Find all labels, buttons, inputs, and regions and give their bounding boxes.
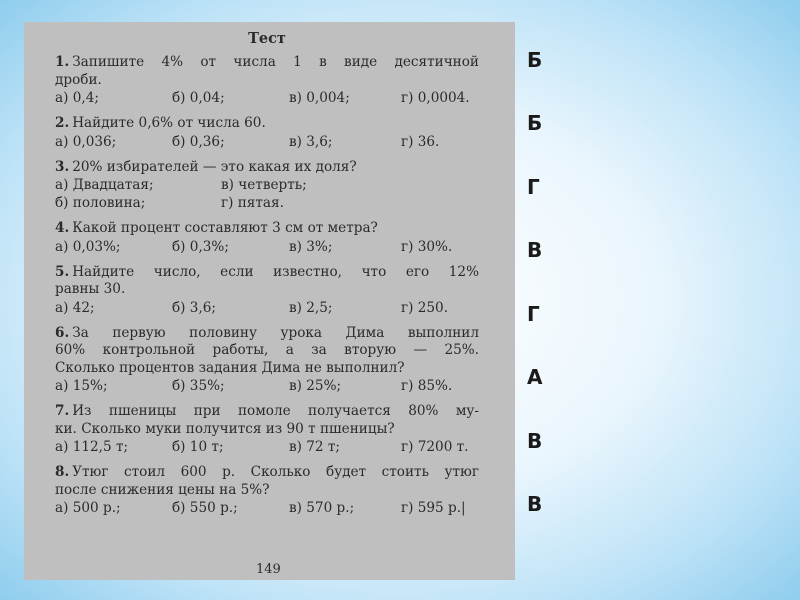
question-text-line: 6. За первую половину урока Дима выполнил	[55, 324, 479, 341]
question-5	[55, 264, 479, 317]
question-text-line: 5. Найдите число, если известно, что его 12%	[55, 263, 479, 280]
question-text-line: 3. 20% избирателей — это какая их доля?	[55, 158, 357, 175]
option-b: б) 0,3%;	[172, 238, 229, 255]
option-d: г) 0,0004.	[401, 90, 470, 106]
question-text-line: после снижения цены на 5%?	[55, 481, 270, 498]
question-text-line: 7. Из пшеницы при помоле получается 80% му-	[55, 403, 479, 419]
option-a: а) 42;	[55, 299, 95, 316]
question-8	[55, 464, 479, 517]
option-c: в) четверть;	[221, 177, 307, 193]
option-b: б) 0,36;	[172, 133, 225, 150]
option-b: б) 0,04;	[172, 90, 225, 106]
option-b: б) 35%;	[172, 378, 225, 394]
option-d: г) 250.	[401, 299, 449, 316]
question-number: 6.	[55, 324, 70, 341]
answer-8: В	[527, 492, 543, 516]
answer-options	[55, 238, 479, 256]
option-d: г) 85%.	[401, 378, 453, 394]
option-b: б) 10 т;	[172, 439, 224, 455]
question-text-line: 1. Запишите 4% от числа 1 в виде десятичной	[55, 54, 479, 70]
option-c: в) 0,004;	[289, 90, 350, 106]
option-d: г) 7200 т.	[401, 439, 469, 455]
option-d: г) 30%.	[401, 238, 453, 255]
option-a: а) 0,4;	[55, 90, 99, 106]
answer-5: Г	[527, 302, 540, 326]
question-number: 4.	[55, 220, 70, 236]
question-text-line: 8. Утюг стоил 600 р. Сколько будет стоить утюг	[55, 464, 479, 480]
option-a: а) 0,036;	[55, 133, 117, 150]
question-text-line: дроби.	[55, 71, 102, 88]
question-4	[55, 220, 479, 256]
question-number: 7.	[55, 403, 70, 419]
option-a: а) 500 р.;	[55, 500, 121, 516]
question-number: 1.	[55, 54, 70, 70]
option-a: а) 112,5 т;	[55, 439, 129, 455]
option-b: б) 3,6;	[172, 299, 217, 316]
question-text-line: 4. Какой процент составляют 3 см от метра?	[55, 220, 378, 236]
question-6	[55, 325, 479, 396]
option-a: а) 0,03%;	[55, 238, 121, 255]
question-text-line: 60% контрольной работы, а за вторую — 25%.	[55, 342, 479, 358]
question-number: 3.	[55, 158, 70, 175]
question-number: 2.	[55, 115, 70, 131]
answer-6: А	[527, 365, 543, 389]
answer-2: Б	[527, 111, 543, 135]
option-c: в) 3,6;	[289, 133, 333, 150]
answer-7: В	[527, 429, 543, 453]
option-b: б) 550 р.;	[172, 500, 238, 516]
question-text-line: ки. Сколько муки получится из 90 т пшеницы?	[55, 420, 395, 437]
question-text-line: Сколько процентов задания Дима не выполнил?	[55, 359, 405, 376]
option-c: в) 25%;	[289, 378, 342, 394]
option-a: а) Двадцатая;	[55, 177, 154, 193]
question-number: 5.	[55, 263, 70, 280]
answer-options	[55, 176, 479, 212]
answer-options	[55, 89, 479, 107]
question-1	[55, 54, 479, 107]
question-3	[55, 159, 479, 213]
answer-4: В	[527, 238, 543, 262]
answer-options	[55, 299, 479, 317]
answer-3: Г	[527, 175, 540, 199]
answer-options	[55, 499, 479, 517]
question-text-line: равны 30.	[55, 281, 126, 297]
option-a: а) 15%;	[55, 378, 108, 394]
option-d: г) пятая.	[221, 195, 284, 211]
option-d: г) 36.	[401, 133, 440, 150]
test-page-scan	[24, 22, 515, 580]
question-number: 8.	[55, 464, 70, 480]
page-number: 149	[256, 562, 281, 577]
option-b: б) половина;	[55, 195, 146, 211]
option-c: в) 2,5;	[289, 299, 333, 316]
option-d: г) 595 р.|	[401, 500, 466, 516]
question-text-line: 2. Найдите 0,6% от числа 60.	[55, 115, 266, 131]
question-7	[55, 403, 479, 456]
option-c: в) 3%;	[289, 238, 333, 255]
option-c: в) 72 т;	[289, 439, 340, 455]
option-c: в) 570 р.;	[289, 500, 355, 516]
answer-options	[55, 377, 479, 395]
question-2	[55, 115, 479, 151]
answer-options	[55, 438, 479, 456]
answer-options	[55, 133, 479, 151]
test-title: Тест	[248, 30, 286, 47]
answer-1: Б	[527, 48, 543, 72]
